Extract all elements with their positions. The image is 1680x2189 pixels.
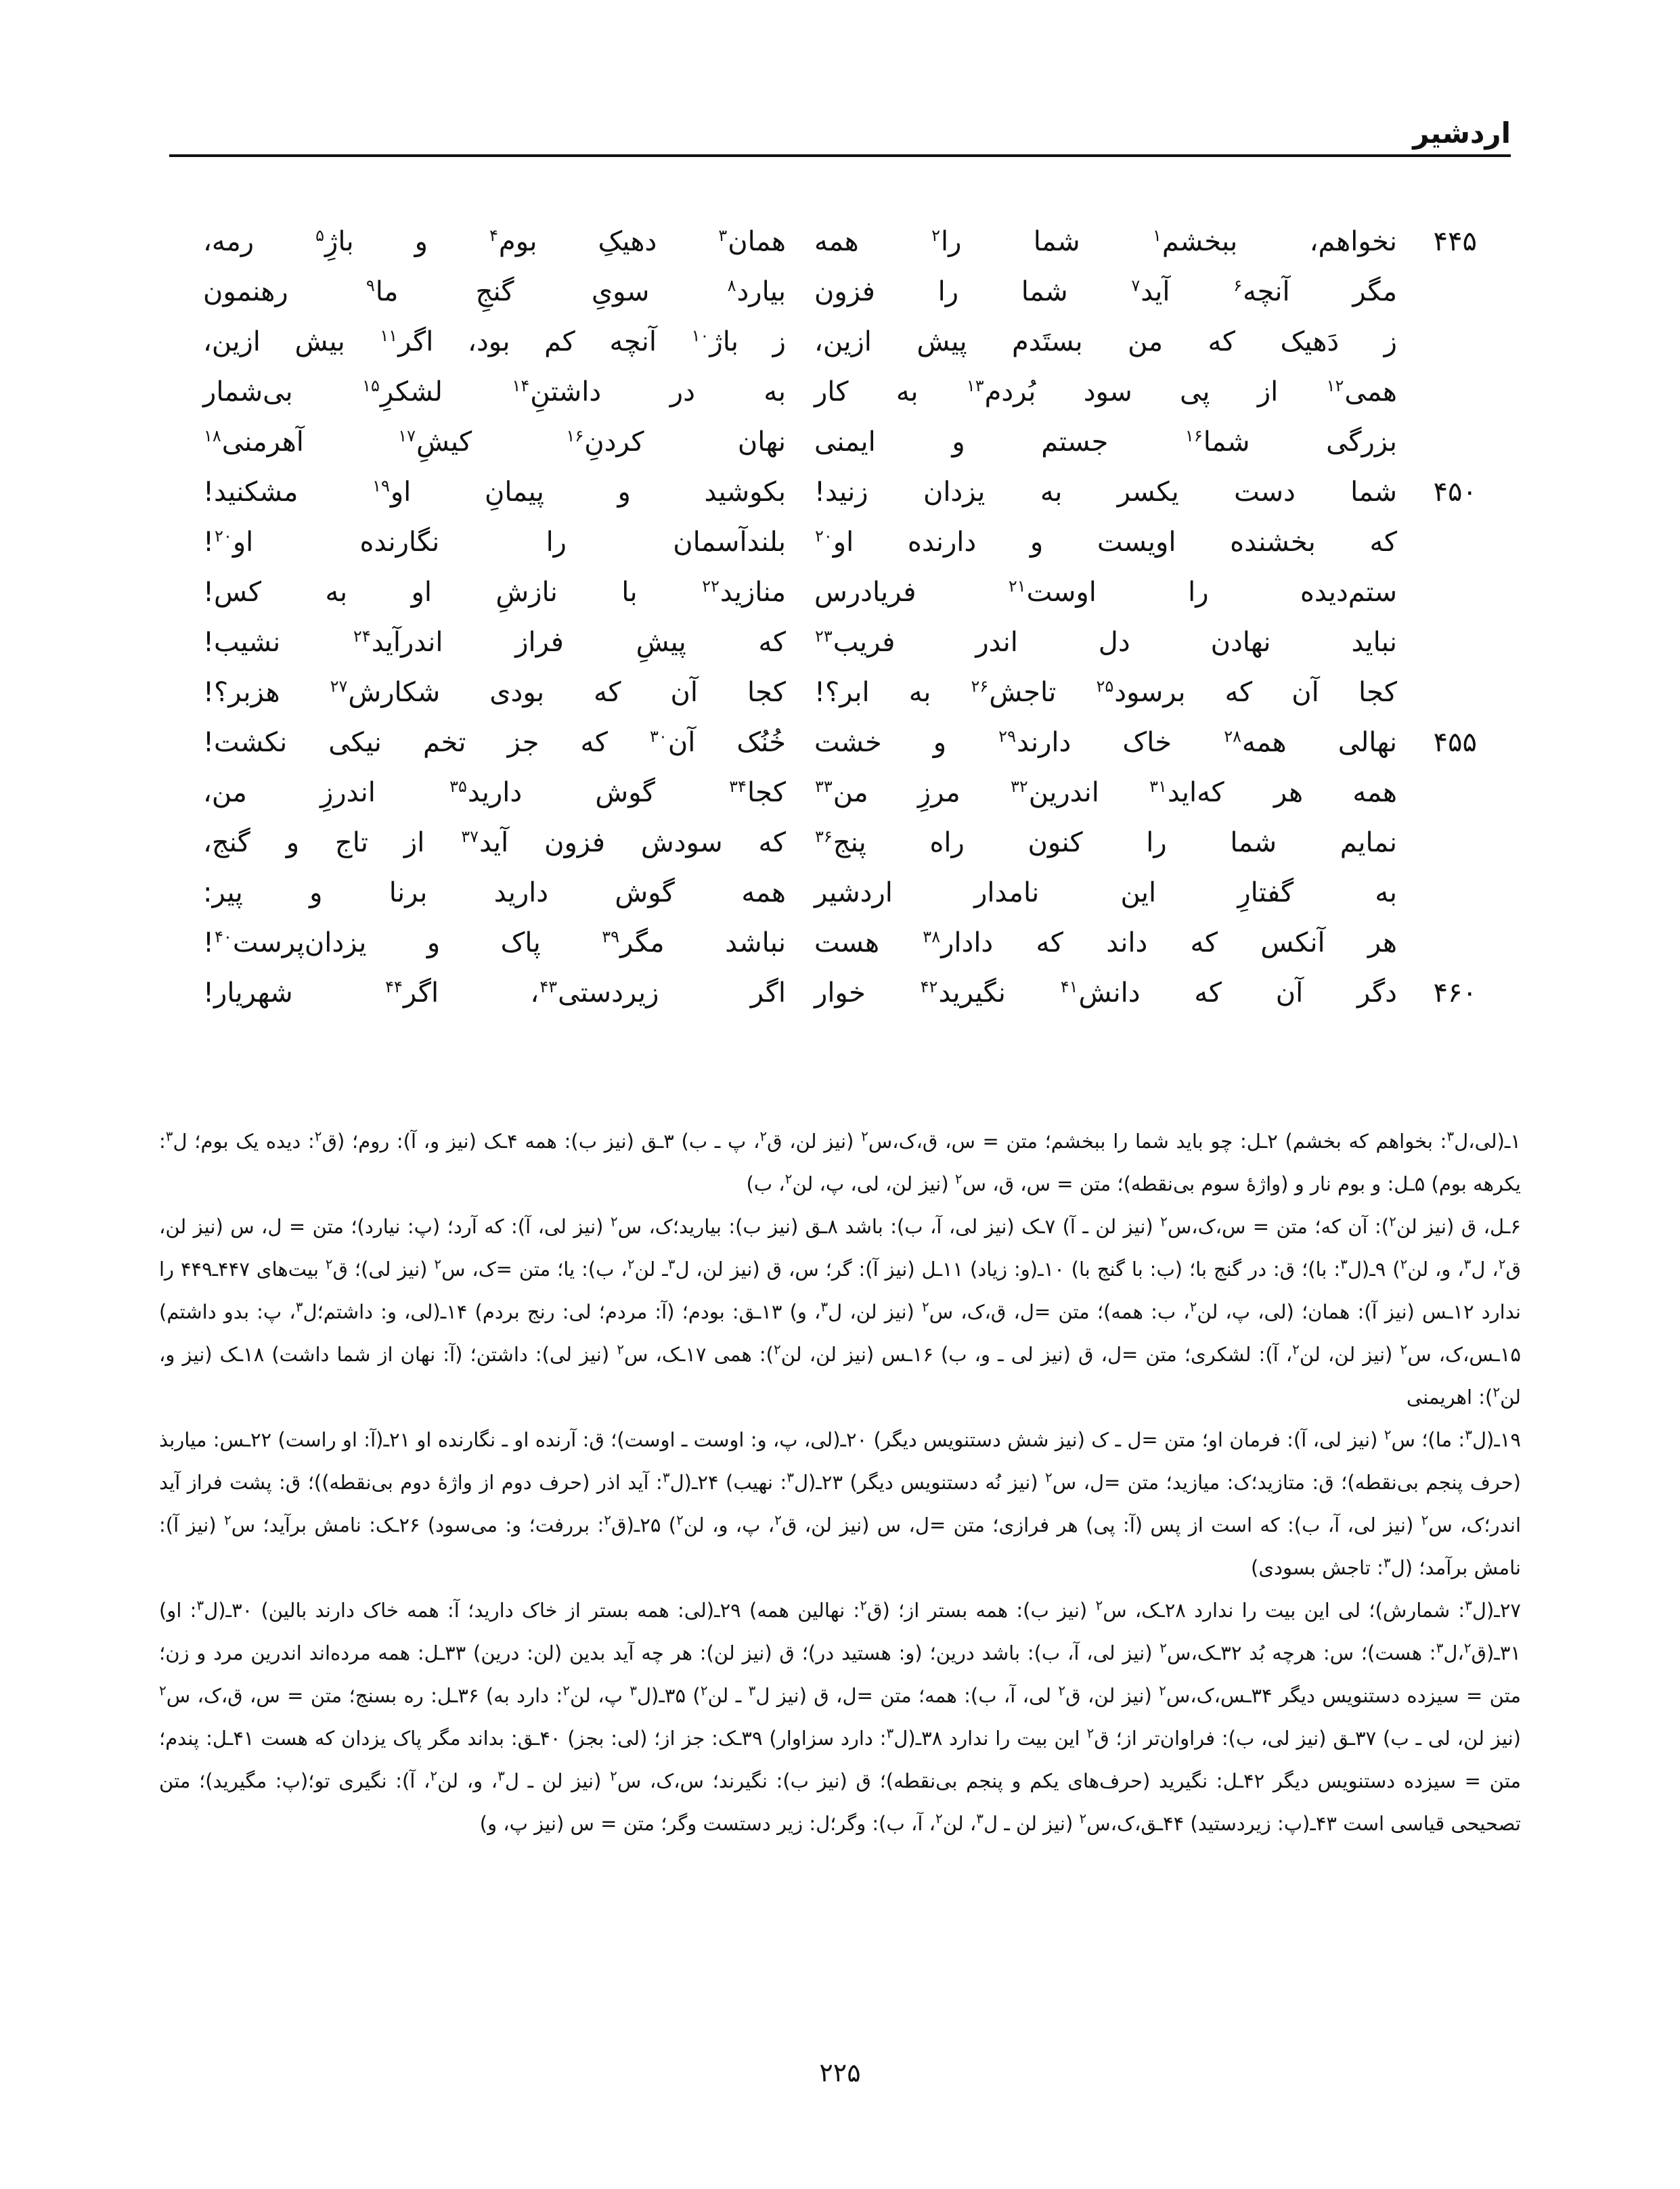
footnote-marker: ۲۶: [971, 676, 989, 696]
header-title: اردشیر: [1413, 116, 1511, 150]
manuscript-siglum-superscript: ۲: [1400, 1256, 1408, 1273]
manuscript-siglum-superscript: ۲: [562, 1682, 570, 1699]
manuscript-siglum-superscript: ۳: [886, 1725, 894, 1742]
folio-number: ۲۲۵: [819, 2058, 861, 2087]
verse-row: [203, 717, 1477, 768]
manuscript-siglum-superscript: ۳: [295, 1298, 303, 1315]
hemistich-second: بیارد$^۸$ سویِ گنجِ ما$^۹$ رهنمون: [203, 275, 787, 307]
verse-row: [203, 968, 1477, 1018]
manuscript-siglum-superscript: ۲: [774, 1511, 782, 1528]
hemistich-first: ز دَهیک که من بستَدم پیش ازین،: [814, 326, 1397, 357]
manuscript-siglum-superscript: ۲: [1159, 1682, 1166, 1699]
verse-row: [203, 367, 1477, 417]
hemistich-first: کجا آن که برسود$^{۲۵}$ تاجش$^{۲۶}$ به ابر؟!: [814, 676, 1397, 708]
manuscript-siglum-superscript: ۲: [861, 1128, 868, 1145]
hemistich-first: دگر آن که دانش$^{۴۱}$ نگیرید$^{۴۲}$ خوار: [814, 977, 1397, 1009]
footnote-marker: ۴۲: [920, 977, 938, 996]
hemistich-second: ز باژ$^{۱۰}$ آنچه کم بود، اگر$^{۱۱}$ بیش ازین،: [203, 326, 786, 357]
verse-number: [1397, 517, 1477, 527]
footnote-marker: ۵: [315, 225, 325, 245]
manuscript-siglum-superscript: ۲: [627, 1256, 635, 1273]
verse-number: [1397, 567, 1477, 577]
hemistich-first: نباید نهادن دل اندر فریب$^{۲۳}$: [815, 626, 1397, 658]
verse-row: [203, 768, 1477, 818]
manuscript-siglum-superscript: ۳: [1383, 1554, 1391, 1571]
manuscript-siglum-superscript: ۲: [617, 1341, 625, 1358]
manuscript-siglum-superscript: ۳: [667, 1256, 676, 1273]
verse-row: [203, 267, 1477, 317]
footnote-marker: ۲۷: [330, 676, 348, 696]
footnote-marker: ۳۳: [815, 776, 833, 796]
manuscript-siglum-superscript: ۲: [1086, 1725, 1095, 1742]
manuscript-siglum-superscript: ۲: [954, 1170, 963, 1187]
manuscript-siglum-superscript: ۲: [604, 1511, 611, 1528]
verse-block: [203, 217, 1477, 1018]
manuscript-siglum-superscript: ۳: [1446, 1128, 1455, 1145]
manuscript-siglum-superscript: ۲: [1079, 1810, 1087, 1827]
manuscript-siglum-superscript: ۳: [629, 1682, 637, 1699]
manuscript-siglum-superscript: ۲: [1498, 1256, 1506, 1273]
footnote-marker: ۳۶: [815, 826, 833, 846]
footnote-marker: ۹: [366, 275, 375, 295]
hemistich-second: نباشد مگر$^{۳۹}$ پاک و یزدان‌پرست$^{۴۰}$!: [203, 927, 786, 958]
footnote-marker: ۱۷: [398, 426, 416, 445]
hemistich-second: که سودش فزون آید$^{۳۷}$ از تاج و گنج،: [203, 826, 787, 858]
manuscript-siglum-superscript: ۲: [1159, 1639, 1168, 1656]
manuscript-siglum-superscript: ۳: [1465, 1426, 1472, 1443]
critical-apparatus: [159, 1120, 1521, 1845]
footnote-marker: ۱: [1153, 225, 1162, 245]
manuscript-siglum-superscript: ۲: [935, 1810, 943, 1827]
hemistich-first: ستم‌دیده را اوست$^{۲۱}$ فریادرس: [814, 576, 1398, 608]
verse-number: [1397, 918, 1477, 927]
hemistich-second: بکوشید و پیمانِ او$^{۱۹}$ مشکنید!: [203, 476, 786, 508]
manuscript-siglum-superscript: ۲: [325, 1256, 333, 1273]
hemistich-first: که بخشنده اویست و دارنده او$^{۲۰}$: [815, 526, 1397, 558]
hemistich-first: نخواهم، ببخشم$^۱$ شما را$^۲$ همه: [814, 225, 1397, 257]
footnote-marker: ۲: [931, 225, 940, 245]
verse-row: [203, 567, 1477, 617]
verse-number: [1397, 868, 1477, 877]
manuscript-siglum-superscript: ۳: [820, 1298, 828, 1315]
footnote-marker: ۳۹: [602, 927, 620, 946]
manuscript-siglum-superscript: ۲: [1493, 1384, 1501, 1400]
verse-number: [1397, 367, 1477, 376]
manuscript-siglum-superscript: ۲: [430, 1767, 438, 1784]
manuscript-siglum-superscript: ۲: [1095, 1597, 1103, 1614]
verse-number: ۴۵۵: [1433, 727, 1477, 758]
apparatus-paragraph: ۱۹ـ(ل$^۳$: ما)؛ س$^۲$ (نیز لی، آ): فرمان او؛ متن =ل ـ ک (نیز شش دستنویس دیگر) ۲۰ـ(لی، پ، و: اوست ـ اوست)؛ ق: آرنده او ـ نگارنده او ۲۱ـ(آ: او راست) ۲۲ـس: میاربذ (حرف پنجم بی‌نقطه)؛ ق: متازید؛ک: میازید؛ متن =ل، س$^۲$ (نیز نُه دستنویس دیگر) ۲۳ـ(ل$^۳$: نهیب) ۲۴ـ(ل$^۳$: آید اذر (حرف دوم از واژهٔ دوم بی‌نقطه))؛ ق: پشت فراز آید اندر؛ک، س$^۲$ (نیز لی، آ، ب): که است از پس (آ: پی) هر فرازی؛ متن =ل، س (نیز لن، ق$^۲$، پ، و، لن$^۲$) ۲۵ـ(ق$^۲$: بررفت؛ و: می‌سود) ۲۶ـک: نامش برآید؛ س$^۲$ (نیز آ): نامش برآمد؛ (ل$^۳$: تاجش بسودی): [159, 1426, 1522, 1579]
manuscript-siglum-superscript: ۲: [610, 1213, 618, 1230]
verse-row: [203, 317, 1477, 367]
hemistich-second: خُنُک آن$^{۳۰}$ که جز تخم نیکی نکشت!: [203, 726, 786, 758]
manuscript-siglum-superscript: ۲: [1463, 1639, 1472, 1656]
manuscript-siglum-superscript: ۲: [610, 1767, 617, 1784]
apparatus-paragraph: ۲۷ـ(ل$^۳$: شمارش)؛ لی این بیت را ندارد ۲۸ـک، س$^۲$ (نیز ب): همه بستر از؛ (ق$^۲$: نهالین همه) ۲۹ـ(لی: همه بستر از خاک دارید؛ آ: همه خاک دارند بالین) ۳۰ـ(ل$^۳$: او) ۳۱ـ(ق$^۲$،ل$^۳$: هست)؛ س: هرچه بُد ۳۲ـک،س$^۲$ (نیز لی، آ، ب): باشد درین؛ (و: هستید در)؛ ق (نیز لن): هر چه آید بدین (لن: درین) ۳۳ـل: همه مرده‌اند اندرین مرد و زن؛ متن = سیزده دستنویس دیگر ۳۴ـس،ک،س$^۲$ (نیز لن، ق$^۲$ لی، آ، ب): همه؛ متن =ل، ق (نیز ل$^۳$ ـ لن$^۲$) ۳۵ـ(ل$^۳$ پ، لن$^۲$: دارد به) ۳۶ـل: ره بسنج؛ متن = س، ق،ک، س$^۲$ (نیز لن، لی ـ ب) ۳۷ـق (نیز لی، ب): فراوان‌تر از؛ ق$^۲$ این بیت را ندارد ۳۸ـ(ل$^۳$: دارد سزاوار) ۳۹ـک: جز از؛ (لی: بجز) ۴۰ـق: بداند مگر پاک یزدان که هست ۴۱ـل: پندم؛ متن = سیزده دستنویس دیگر ۴۲ـل: نگیرید (حرف‌های یکم و پنجم بی‌نقطه)؛ ق (نیز ب): نگیرند؛ س،ک، س$^۲$ (نیز لن ـ ل$^۳$، و، لن$^۲$، آ): نگیری تو؛(پ: مگیرید)؛ متن تصحیحی قیاسی است ۴۳ـ(پ: زیردستید) ۴۴ـق،ک،س$^۲$ (نیز لن ـ ل$^۳$، لن$^۲$، آ، ب): وگر؛ل: زیر دستست وگر؛ متن = س (نیز پ، و): [159, 1597, 1521, 1835]
footnote-marker: ۶: [1233, 275, 1243, 295]
footnote-marker: ۳۴: [729, 776, 747, 796]
verse-row: [203, 517, 1477, 567]
hemistich-first: هر آنکس که داند که دادار$^{۳۸}$ هست: [814, 927, 1397, 958]
verse-number: ۴۶۰: [1433, 977, 1477, 1009]
hemistich-first: به گفتارِ این نامدار اردشیر: [814, 877, 1397, 908]
footnote-marker: ۱۰: [691, 326, 709, 345]
manuscript-siglum-superscript: ۳: [1340, 1256, 1348, 1273]
verse-number: ۴۵۰: [1433, 477, 1477, 508]
footnote-marker: ۴۱: [1060, 977, 1078, 996]
verse-number: [1397, 417, 1477, 426]
verse-number: [1397, 768, 1477, 777]
footnote-marker: ۱۶: [566, 426, 584, 445]
hemistich-first: نهالی همه$^{۲۸}$ خاک دارند$^{۲۹}$ و خشت: [814, 726, 1398, 758]
manuscript-siglum-superscript: ۲: [1189, 1298, 1197, 1315]
manuscript-siglum-superscript: ۳: [1465, 1597, 1472, 1614]
manuscript-siglum-superscript: ۳: [1436, 1639, 1444, 1656]
footnote-marker: ۲۵: [1096, 676, 1114, 696]
footnote-marker: ۴۰: [215, 927, 232, 946]
footnote-marker: ۲۸: [1224, 726, 1241, 746]
footnote-marker: ۴: [489, 225, 498, 245]
verse-row: [203, 918, 1477, 968]
manuscript-siglum-superscript: ۲: [1400, 1341, 1408, 1358]
hemistich-first: مگر آنچه$^۶$ آید$^۷$ شما را فزون: [814, 275, 1397, 307]
hemistich-second: نهان کردنِ$^{۱۶}$ کیشِ$^{۱۷}$ آهرمنی$^{۱۸}$: [204, 426, 787, 458]
manuscript-siglum-superscript: ۲: [1421, 1511, 1429, 1528]
footnote-marker: ۳: [718, 225, 728, 245]
hemistich-second: کجا آن که بودی شکارش$^{۲۷}$ هزبر؟!: [203, 676, 786, 708]
manuscript-siglum-superscript: ۳: [196, 1597, 204, 1614]
footnote-marker: ۱۸: [204, 426, 221, 445]
footnote-marker: ۳۱: [1149, 776, 1167, 796]
footnote-marker: ۳۵: [449, 776, 467, 796]
manuscript-siglum-superscript: ۲: [1160, 1213, 1168, 1230]
manuscript-siglum-superscript: ۲: [676, 1511, 684, 1528]
footnote-marker: ۷: [1131, 275, 1141, 295]
manuscript-siglum-superscript: ۲: [921, 1298, 929, 1315]
hemistich-first: همه هر که‌اید$^{۳۱}$ اندرین$^{۳۲}$ مرزِ من$^{۳۳}$: [815, 776, 1397, 808]
hemistich-second: بلندآسمان را نگارنده او$^{۲۰}$!: [203, 526, 786, 558]
hemistich-second: کجا$^{۳۴}$ گوش دارید$^{۳۵}$ اندرزِ من،: [203, 776, 786, 808]
hemistich-first: شما دست یکسر به یزدان زنید!: [814, 477, 1397, 508]
hemistich-second: همه گوش دارید برنا و پیر:: [203, 877, 786, 908]
footnote-marker: ۴۴: [385, 977, 403, 996]
verse-number: [1397, 818, 1477, 827]
verse-row: [203, 417, 1477, 467]
header-rule: [169, 154, 1511, 157]
footnote-marker: ۲۱: [1008, 576, 1026, 596]
manuscript-siglum-superscript: ۲: [1292, 1341, 1300, 1358]
verse-row: [203, 217, 1477, 267]
footnote-marker: ۱۶: [1185, 426, 1203, 445]
footnote-marker: ۱۵: [362, 376, 380, 395]
footnote-marker: ۲۹: [998, 726, 1016, 746]
verse-number: ۴۴۵: [1433, 226, 1477, 257]
manuscript-siglum-superscript: ۳: [662, 1469, 670, 1486]
footnote-marker: ۴۳: [539, 977, 558, 996]
hemistich-second: همان$^۳$ دهیکِ بوم$^۴$ و باژِ$^۵$ رمه،: [203, 225, 786, 257]
manuscript-siglum-superscript: ۲: [773, 1341, 781, 1358]
verse-number: [1397, 667, 1477, 677]
verse-row: [203, 667, 1477, 717]
hemistich-second: منازید$^{۲۲}$ با نازشِ او به کس!: [203, 576, 786, 608]
manuscript-siglum-superscript: ۲: [223, 1511, 231, 1528]
hemistich-first: نمایم شما را کنون راه پنج$^{۳۶}$: [815, 826, 1397, 858]
verse-row: [203, 617, 1477, 667]
verse-number: [1397, 617, 1477, 627]
manuscript-siglum-superscript: ۲: [860, 1597, 867, 1614]
hemistich-first: همی$^{۱۲}$ از پی سود بُردم$^{۱۳}$ به کار: [814, 376, 1397, 407]
footnote-marker: ۱۴: [512, 376, 530, 395]
manuscript-siglum-superscript: ۲: [759, 1128, 768, 1145]
footnote-marker: ۲۴: [353, 626, 371, 646]
manuscript-siglum-superscript: ۳: [498, 1767, 505, 1784]
manuscript-siglum-superscript: ۳: [787, 1469, 794, 1486]
running-header: [169, 102, 1511, 162]
footnote-marker: ۱۳: [966, 376, 984, 395]
hemistich-second: اگر زیردستی$^{۴۳}$، اگر$^{۴۴}$ شهریار!: [203, 977, 786, 1009]
manuscript-siglum-superscript: ۲: [1045, 1469, 1053, 1486]
footnote-marker: ۳۷: [461, 826, 479, 846]
manuscript-siglum-superscript: ۳: [748, 1682, 756, 1699]
manuscript-siglum-superscript: ۳: [1463, 1256, 1472, 1273]
footnote-marker: ۲۰: [215, 526, 232, 546]
footnote-marker: ۳۰: [650, 726, 667, 746]
manuscript-siglum-superscript: ۲: [1389, 1213, 1396, 1230]
verse-row: [203, 467, 1477, 517]
manuscript-siglum-superscript: ۳: [165, 1128, 173, 1145]
manuscript-siglum-superscript: ۲: [784, 1170, 793, 1187]
hemistich-second: به در داشتنِ$^{۱۴}$ لشکرِ$^{۱۵}$ بی‌شمار: [203, 376, 786, 407]
hemistich-first: بزرگی شما$^{۱۶}$ جستم و ایمنی: [814, 426, 1398, 458]
footnote-marker: ۲۲: [702, 576, 720, 596]
apparatus-paragraph: ۱ـ(لی،ل$^۳$: بخواهم که بخشم) ۲ـل: چو باید شما را ببخشم؛ متن = س، ق،ک،س$^۲$ (نیز لن، ق$^۲$، پ ـ ب) ۳ـق (نیز ب): همه ۴ـک (نیز و، آ): روم؛ (ق$^۲$: دیده یک بوم؛ ل$^۳$: یکرهه بوم) ۵ـل: و بوم نار و (واژهٔ سوم بی‌نقطه)؛ متن = س، ق، س$^۲$ (نیز لن، لی، پ، لن$^۲$، ب): [159, 1128, 1521, 1195]
manuscript-siglum-superscript: ۲: [700, 1682, 708, 1699]
manuscript-siglum-superscript: ۲: [1058, 1682, 1066, 1699]
manuscript-siglum-superscript: ۲: [314, 1128, 322, 1145]
manuscript-siglum-superscript: ۲: [159, 1682, 167, 1699]
manuscript-siglum-superscript: ۲: [434, 1256, 442, 1273]
apparatus-paragraph: ۶ـل، ق (نیز لن$^۲$): آن که؛ متن = س،ک،س$^۲$ (نیز لن ـ آ) ۷ـک (نیز لی، آ، ب): باشد ۸ـق (نیز ب): بیارید؛ک، س$^۲$ (نیز لی، آ): که آرد؛ (پ: نیارد)؛ متن = ل، س (نیز لن، ق$^۲$، ل$^۳$، و، لن$^۲$) ۹ـ(ل$^۳$: با)؛ ق: در گنج با؛ (ب: با گنج با) ۱۰ـ(و: زیاد) ۱۱ـل (نیز آ): گر؛ س، ق (نیز لن، ل$^۳$ـ لن$^۲$، ب): یا؛ متن =ک، س$^۲$ (نیز لی)؛ ق$^۲$ بیت‌های ۴۴۷ـ۴۴۹ را ندارد ۱۲ـس (نیز آ): همان؛ (لی، پ، لن$^۲$، ب: همه)؛ متن =ل، ق،ک، س$^۲$ (نیز لن، ل$^۳$، و) ۱۳ـق: بودم؛ (آ: مردم؛ لی: رنج بردم) ۱۴ـ(لی، و: داشتم؛ل$^۳$، پ: بدو داشتم) ۱۵ـس،ک، س$^۲$ (نیز لن، لن$^۲$، آ): لشکری؛ متن =ل، ق (نیز لی ـ و، ب) ۱۶ـس (نیز لن، لن$^۲$): همی ۱۷ـک، س$^۲$ (نیز لی): داشتن؛ (آ: نهان از شما داشت) ۱۸ـک (نیز و، لن$^۲$): اهریمنی: [159, 1213, 1521, 1409]
verse-number: [1397, 267, 1477, 276]
footnote-marker: ۳۲: [1010, 776, 1028, 796]
verse-number: [1397, 317, 1477, 326]
footnote-marker: ۸: [727, 275, 736, 295]
footnote-marker: ۲۰: [815, 526, 833, 546]
manuscript-siglum-superscript: ۳: [976, 1810, 984, 1827]
footnote-marker: ۲۳: [815, 626, 833, 646]
footnote-marker: ۱۹: [372, 476, 390, 495]
footnote-marker: ۳۸: [923, 927, 941, 946]
verse-row: [203, 868, 1477, 918]
hemistich-second: که پیشِ فراز اندرآید$^{۲۴}$ نشیب!: [203, 626, 786, 658]
footnote-marker: ۱۲: [1326, 376, 1344, 395]
footnote-marker: ۱۱: [380, 326, 398, 345]
manuscript-siglum-superscript: ۲: [1384, 1426, 1392, 1443]
verse-row: [203, 818, 1477, 868]
